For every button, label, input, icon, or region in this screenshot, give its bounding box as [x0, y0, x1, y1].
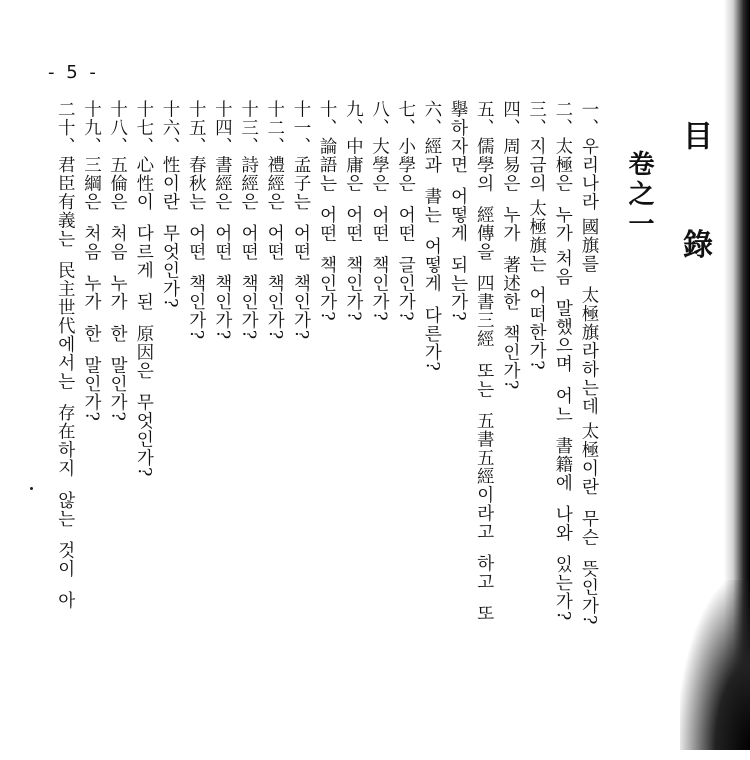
toc-entry-text: 五倫은 처음 누가 한 말인가? [107, 155, 128, 422]
toc-entry [288, 100, 314, 760]
toc-entry [157, 100, 183, 760]
toc-entry-text: 心性이 다르게 된 原因은 무엇인가? [133, 155, 154, 478]
table-of-contents [52, 100, 602, 760]
page-corner-shadow [680, 580, 750, 750]
toc-entry-number: 十三、 [238, 100, 259, 156]
toc-entry-number: 七、 [395, 100, 416, 137]
toc-entry-number: 一、 [579, 100, 599, 137]
toc-entry-number: 十九、 [81, 100, 102, 156]
toc-entry-number: 十四、 [212, 100, 233, 156]
toc-entry [419, 100, 445, 760]
toc-entry-number: 十一、 [290, 100, 311, 156]
toc-entry-number: 二、 [552, 100, 573, 137]
toc-entry [131, 100, 157, 760]
toc-entry-text: 性이란 무엇인가? [160, 155, 180, 309]
toc-entry-text: 大學은 어떤 책인가? [369, 137, 390, 322]
toc-entry [550, 100, 576, 760]
toc-entry-text: 지금의 太極旗는 어떠한가? [526, 137, 547, 371]
toc-entry-text: 君臣有義는 民主世代에서는 存在하지 않는 것이 아 [55, 155, 76, 610]
toc-entry-number: 四、 [500, 100, 521, 137]
toc-entry-text: 周易은 누가 著述한 책인가? [500, 137, 521, 391]
toc-entry-text: 孟子는 어떤 책인가? [290, 155, 311, 341]
toc-entry [393, 100, 419, 760]
toc-entry [78, 100, 104, 760]
toc-entry [209, 100, 235, 760]
toc-entry-text: 우리나라 國旗를 太極旗라하는데 太極이란 무슨 뜻인가? [579, 137, 599, 626]
toc-entry-number: 十二、 [264, 100, 285, 156]
volume-heading: 卷之一 [624, 150, 654, 240]
toc-entry-text: 三綱은 처음 누가 한 말인가? [81, 155, 102, 422]
toc-entry [235, 100, 261, 760]
toc-entry-continuation [445, 100, 471, 760]
page-number: - 5 - [48, 62, 99, 83]
toc-entry-number: 八、 [369, 100, 390, 137]
toc-entry-text: 小學은 어떤 글인가? [395, 137, 416, 322]
toc-entry-number: 九、 [343, 100, 364, 137]
toc-entry-number: 三、 [526, 100, 547, 137]
toc-entry [576, 100, 602, 760]
toc-entry-text: 書經은 어떤 책인가? [212, 155, 233, 341]
toc-entry [340, 100, 366, 760]
toc-entry-number: 五、 [474, 100, 495, 137]
toc-entry-number: 十六、 [160, 100, 180, 156]
toc-entry-text: 論語는 어떤 책인가? [317, 137, 338, 322]
page-title: 目 錄 [677, 120, 712, 293]
toc-entry-text: 經과 書는 어떻게 다른가? [421, 137, 442, 372]
toc-entry-number: 十、 [317, 100, 338, 137]
toc-entry-number: 十七、 [133, 100, 154, 156]
toc-entry [471, 100, 497, 760]
toc-entry-text: 詩經은 어떤 책인가? [238, 155, 259, 341]
toc-entry-text: 太極은 누가 처음 말했으며 어느 書籍에 나와 있는가? [552, 137, 573, 622]
toc-entry-text: 春秋는 어떤 책인가? [186, 155, 207, 341]
toc-entry-text: 中庸은 어떤 책인가? [343, 137, 364, 322]
toc-entry [52, 100, 78, 760]
toc-entry [497, 100, 523, 760]
toc-entry [183, 100, 209, 760]
toc-entry [314, 100, 340, 760]
toc-entry [104, 100, 130, 760]
toc-entry-number: 十五、 [186, 100, 207, 156]
toc-entry [262, 100, 288, 760]
toc-entry-number: 二十、 [55, 100, 76, 156]
toc-entry-number: 十八、 [107, 100, 128, 156]
toc-entry [366, 100, 392, 760]
toc-entry-text: 禮經은 어떤 책인가? [264, 155, 285, 341]
toc-entry [523, 100, 549, 760]
toc-entry-text: 儒學의 經傳을 四書三經 또는 五書五經이라고 하고 또 [474, 137, 495, 623]
toc-entry-number: 六、 [421, 100, 442, 137]
scan-speck [30, 487, 33, 490]
toc-entry-text: 擧하자면 어떻게 되는가? [448, 100, 469, 322]
